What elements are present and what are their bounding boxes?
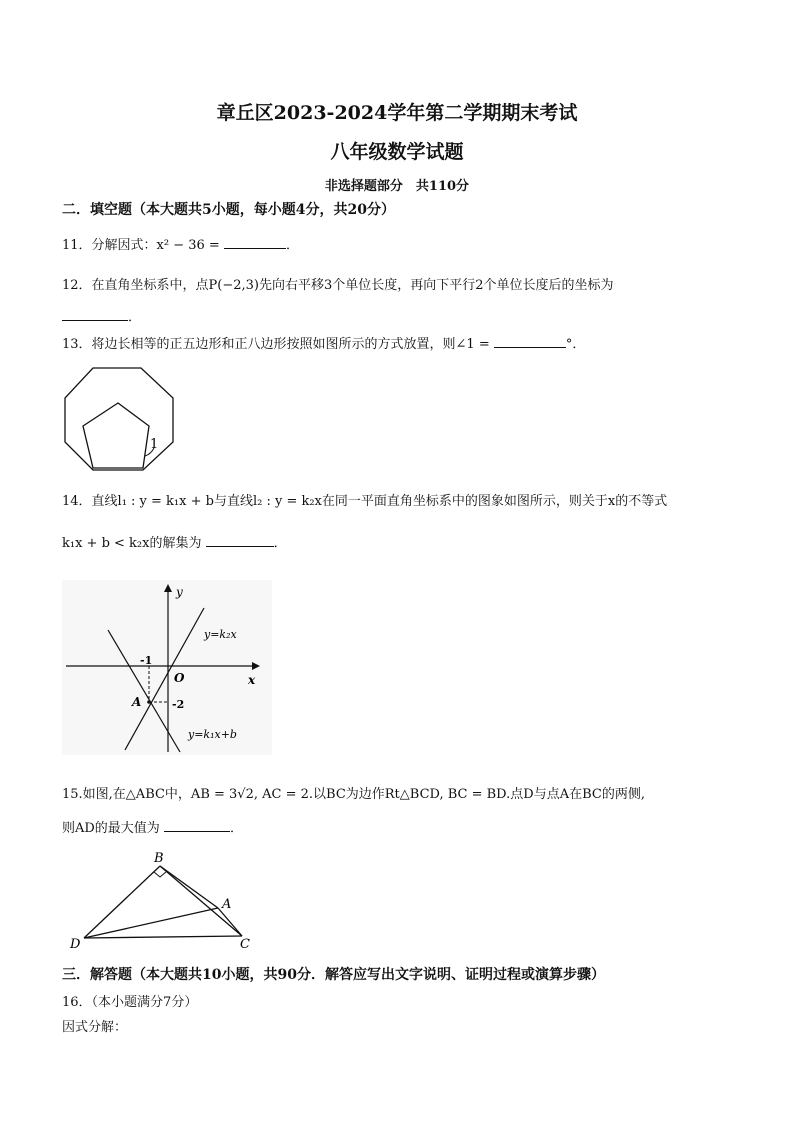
vertex-b-label: B — [154, 851, 164, 866]
question-14-end: ． — [273, 536, 287, 551]
angle-1-label: 1 — [150, 437, 159, 452]
right-angle-mark — [154, 872, 166, 877]
section-2-heading: 二．填空题（本大题共5小题，每小题4分，共20分） — [62, 202, 395, 218]
question-13-end: °． — [565, 337, 586, 352]
pentagon-shape — [83, 403, 149, 468]
question-11-end: ． — [285, 238, 299, 253]
vertex-c-label: C — [240, 937, 250, 952]
section-3-heading: 三．解答题（本大题共10小题，共90分．解答应写出文字说明、证明过程或演算步骤） — [62, 967, 605, 983]
question-11-text: 11．分解因式：x² − 36 = — [62, 238, 220, 253]
vertex-a-label: A — [222, 897, 232, 912]
question-15-line-1: 15.如图,在△ABC中，AB = 3√2, AC = 2.以BC为边作Rt△BCD, BC = BD.点D与点A在BC的两侧, — [62, 787, 645, 802]
point-a-dot — [147, 700, 151, 704]
segment-da — [84, 908, 218, 938]
answer-blank-14[interactable] — [206, 534, 274, 547]
answer-blank-11[interactable] — [224, 236, 286, 249]
question-16-title: 16．（本小题满分7分） — [62, 995, 198, 1010]
part-label: 非选择题部分 共110分 — [324, 179, 470, 194]
question-12-answer-line — [62, 306, 141, 325]
answer-blank-15[interactable] — [164, 819, 230, 832]
vertex-d-label: D — [70, 937, 81, 952]
segment-ba — [160, 866, 218, 908]
y-axis-label: y — [176, 585, 183, 599]
segment-bd — [84, 866, 160, 938]
question-15-end: ． — [229, 821, 243, 836]
question-12-end: ． — [128, 310, 142, 325]
octagon-shape — [65, 368, 173, 470]
question-14-line-2 — [62, 532, 287, 551]
page-subtitle: 八年级数学试题 — [330, 141, 464, 163]
question-11 — [62, 234, 299, 253]
question-13 — [62, 333, 585, 352]
page-title: 章丘区2023-2024学年第二学期期末考试 — [216, 102, 578, 124]
line-l2-label: y=k₂x — [204, 628, 237, 641]
question-14-line-1: 14．直线l₁ : y = k₁x + b与直线l₂ : y = k₂x在同一平面直角坐标系中的图象如图所示，则关于x的不等式 — [62, 494, 668, 509]
question-16-prompt: 因式分解： — [62, 1020, 128, 1035]
linear-graph-figure — [62, 580, 272, 755]
x-axis-label: x — [248, 673, 256, 687]
segment-dc — [84, 936, 242, 938]
line-l1-label: y=k₁x+b — [188, 728, 237, 741]
question-15-text: 则AD的最大值为 — [62, 821, 160, 836]
tick-x-minus-1: -1 — [140, 654, 153, 667]
question-14-text: k₁x + b < k₂x的解集为 — [62, 536, 202, 551]
answer-blank-13[interactable] — [494, 335, 566, 348]
point-a-label: A — [132, 695, 142, 709]
tick-y-minus-2: -2 — [172, 698, 185, 711]
question-15-line-2 — [62, 817, 243, 836]
origin-label: O — [174, 671, 185, 685]
graph-background — [62, 580, 272, 755]
triangle-figure — [60, 848, 270, 954]
answer-blank-12[interactable] — [62, 308, 128, 321]
segment-ac — [218, 908, 242, 936]
question-13-text: 13．将边长相等的正五边形和正八边形按照如图所示的方式放置，则∠1 = — [62, 337, 490, 352]
question-12: 12．在直角坐标系中，点P(−2,3)先向右平移3个单位长度，再向下平行2个单位长度后的坐标为 — [62, 278, 614, 293]
octagon-pentagon-figure — [55, 358, 185, 474]
